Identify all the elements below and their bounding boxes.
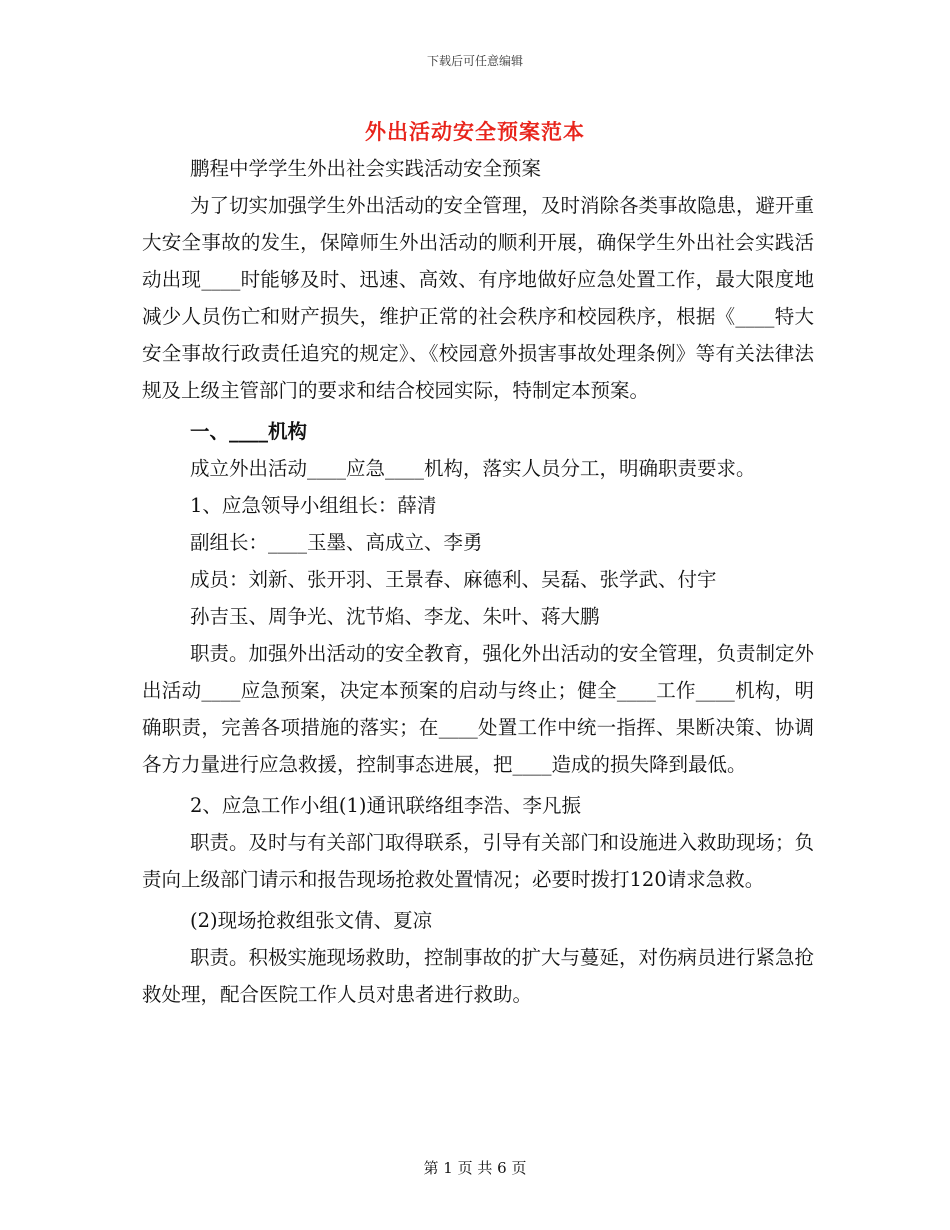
members-line: 成员：刘新、张开羽、王景春、麻德利、吴磊、张学武、付宇 <box>190 568 717 591</box>
intro-paragraph: 为了切实加强学生外出活动的安全管理，及时消除各类事故隐患，避开重大安全事故的发生，保障师生外出活动的顺利开展，确保学生外出社会实践活动出现____时能够及时、迅速、高效、有序地做好应急处置工作，最大限度地减少人员伤亡和财产损失，维护正常的社会秩序和校园秩序，根据《____特大安全事故行政责任追究的规定》、《校园意外损害事故处理条例》等有关法律法规及上级主管部门的要求和结合校园实际，特制定本预案。 <box>142 194 815 402</box>
subtitle-paragraph: 鹏程中学学生外出社会实践活动安全预案 <box>190 157 542 180</box>
members-line-continued: 孙吉玉、周争光、沈节焰、李龙、朱叶、蒋大鹏 <box>190 605 600 628</box>
communication-duty-paragraph: 职责。及时与有关部门取得联系，引导有关部门和设施进入救助现场；负责向上级部门请示和报告现场抢救处置情况；必要时拨打120请求急救。 <box>142 831 815 891</box>
section-paragraph: 成立外出活动____应急____机构，落实人员分工，明确职责要求。 <box>190 457 756 480</box>
deputy-leader-line: 副组长：____玉墨、高成立、李勇 <box>190 531 483 554</box>
document-body <box>142 150 814 1013</box>
rescue-duty-paragraph: 职责。积极实施现场救助，控制事故的扩大与蔓延，对伤病员进行紧急抢救处理，配合医院工作人员对患者进行救助。 <box>142 946 815 1006</box>
working-group-line: 2、应急工作小组(1)通讯联络组李浩、李凡振 <box>190 794 582 817</box>
leader-line: 1、应急领导小组组长：薛清 <box>190 494 437 517</box>
section-heading: 一、____机构 <box>190 420 308 443</box>
duty-paragraph: 职责。加强外出活动的安全教育，强化外出活动的安全管理，负责制定外出活动____应急预案，决定本预案的启动与终止；健全____工作____机构，明确职责，完善各项措施的落实；在____处置工作中统一指挥、果断决策、协调各方力量进行应急救援，控制事态进展，把____造成的损失降到最低。 <box>142 642 815 776</box>
document-title: 外出活动安全预案范本 <box>365 119 585 144</box>
page-header-note: 下载后可任意编辑 <box>426 54 523 68</box>
rescue-group-line: (2)现场抢救组张文倩、夏凉 <box>190 909 433 932</box>
page-number: 第 1 页 共 6 页 <box>423 1159 527 1177</box>
